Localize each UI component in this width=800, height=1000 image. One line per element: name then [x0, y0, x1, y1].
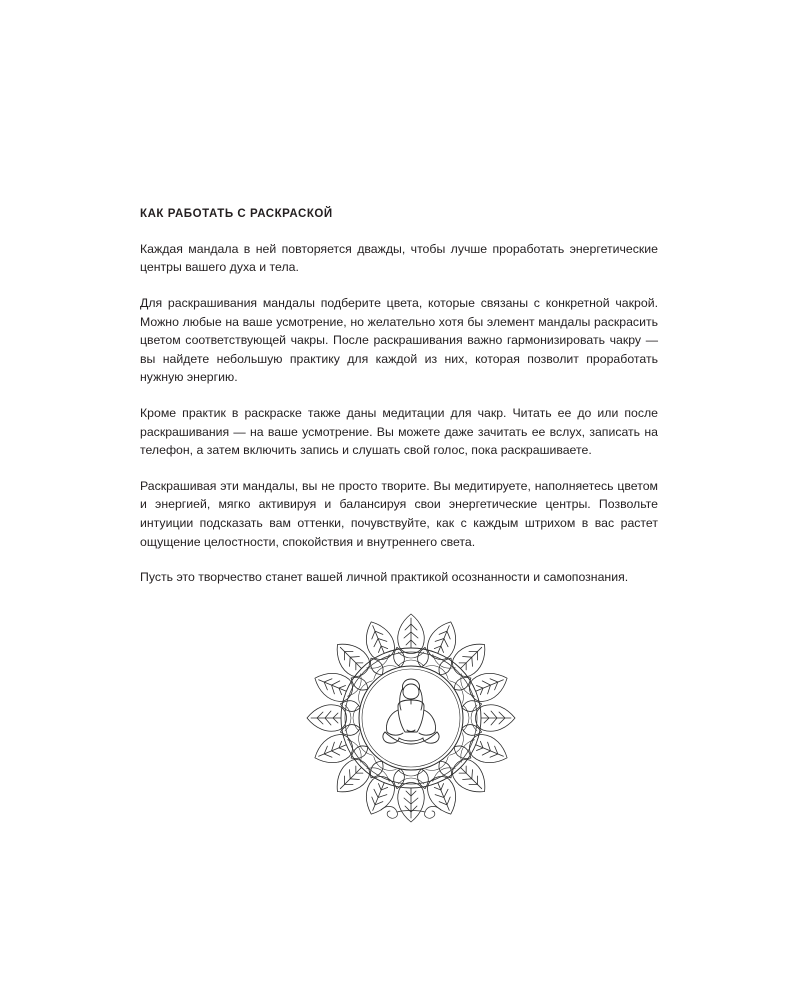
mandala-illustration [300, 610, 522, 838]
paragraph-3: Кроме практик в раскраске также даны медитации для чакр. Читать ее до или после раскрашивания — на ваше усмотрение. Вы можете даже зачитать ее вслух, записать на телефон, а затем включить запись и слушать свой голос, пока раскрашиваете. [140, 405, 658, 458]
mandala-outer-leaf-ring [307, 614, 515, 822]
mandala-weave-ring [345, 652, 477, 784]
mandala-ring-inner [359, 666, 463, 770]
paragraph-5: Пусть это творчество станет вашей личной практикой осознанности и самопознания. [140, 570, 629, 585]
paragraph-4: Раскрашивая эти мандалы, вы не просто творите. Вы медитируете, наполняетесь цветом и энергией, мягко активируя и балансируя свои энергетические центры. Позвольте интуиции подсказать вам оттенки, почувствуйте, как с каждым штрихом в вас растет ощущение целостности, спокойствия и внутреннего света. [140, 478, 658, 549]
article-body [140, 208, 658, 587]
paragraph-1: Каждая мандала в ней повторяется дважды, чтобы лучше проработать энергетические центры вашего духа и тела. [140, 241, 658, 275]
paragraph-2: Для раскрашивания мандалы подберите цвета, которые связаны с конкретной чакрой. Можно любые на ваше усмотрение, но желательно хотя бы элемент мандалы раскрасить цветом соответствующей чакры. После раскрашивания важно гармонизировать чакру — вы найдете небольшую практику для каждой из них, которая позволит проработать нужную энергию. [140, 295, 658, 385]
mandala-ring-mid [345, 652, 477, 784]
page-title: КАК РАБОТАТЬ С РАСКРАСКОЙ [140, 208, 333, 220]
meditating-figure [383, 679, 439, 744]
